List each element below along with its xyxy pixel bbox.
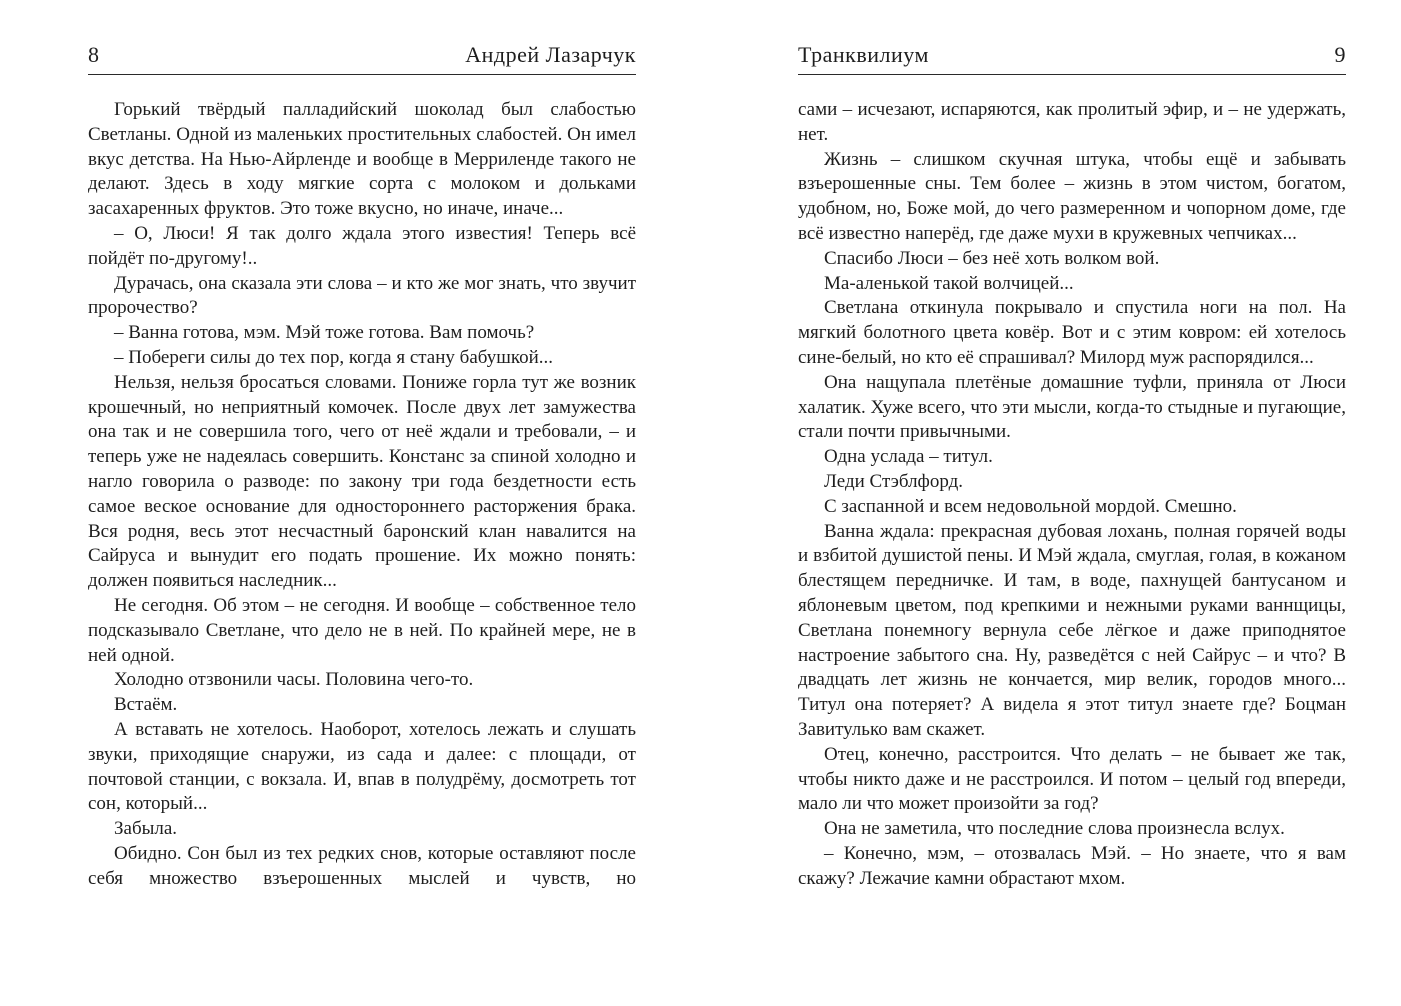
left-page	[88, 0, 636, 1006]
paragraph: С заспанной и всем недовольной мордой. Смешно.	[824, 495, 1237, 517]
header-rule	[798, 74, 1346, 75]
paragraph: Горький твёрдый палладийский шоколад был слабостью Светланы. Одной из маленьких простительных слабостей. Он имел вкус детства. На Нью-Айрленде и вообще в Меррилендe такого не делают. Здесь в ходу мягкие сорта с молоком и дольками засахаренных фруктов. Это тоже вкусно, но иначе, иначе...	[88, 99, 636, 220]
paragraph: Дурачась, она сказала эти слова – и кто же мог знать, что звучит пророчество?	[88, 272, 636, 319]
paragraph: Ма-аленькой такой волчицей...	[824, 272, 1074, 294]
paragraph: – Конечно, мэм, – отозвалась Мэй. – Но знаете, что я вам скажу? Лежачие камни обрастают мхом.	[798, 842, 1346, 889]
paragraph: Одна услада – титул.	[824, 446, 993, 468]
paragraph: Ванна ждала: прекрасная дубовая лохань, полная горячей воды и взбитой душистой пены. И Мэй ждала, смуглая, голая, в кожаном блестящем передничке. И там, в воде, пахнущей бантусаном и яблоневым цветом, под крепкими и нежными руками ваннщицы, Светлана понемногу вернула себе лёгкое и даже приподнятое настроение забытого сна. Ну, разведётся с ней Сайрус – и что? В двадцать лет жизнь не кончается, мир велик, городов много... Титул она потеряет? А видела я этот титул знаете где? Боцман Завитулько вам скажет.	[798, 520, 1346, 740]
paragraph: – О, Люси! Я так долго ждала этого известия! Теперь всё пойдёт по-другому!..	[88, 222, 636, 269]
page-number: 9	[1334, 42, 1346, 67]
left-page-body	[88, 98, 636, 892]
paragraph: Отец, конечно, расстроится. Что делать – не бывает же так, чтобы никто даже и не расстроился. И потом – целый год впереди, мало ли что может произойти за год?	[798, 743, 1346, 815]
right-page-header	[798, 40, 1346, 76]
paragraph: Холодно отзвонили часы. Половина чего-то.	[114, 669, 474, 691]
paragraph: Обидно. Сон был из тех редких снов, которые оставляют после себя множество взъерошенных мыслей и чувств, но	[88, 842, 636, 889]
paragraph: – Побереги силы до тех пор, когда я стану бабушкой...	[114, 346, 554, 368]
left-page-header	[88, 40, 636, 76]
paragraph-continuation: сами – исчезают, испаряются, как пролитый эфир, и – не удержать, нет.	[798, 99, 1346, 145]
paragraph: Нельзя, нельзя бросаться словами. Пониже горла тут же возник крошечный, но неприятный комочек. После двух лет замужества она так и не совершила того, чего от неё ждали и требовали, – и теперь уже не надеялась совершить. Констанс за спиной холодно и нагло говорила о разводе: по закону три года бездетности есть самое веское основание для одностороннего расторжения брака. Вся родня, весь этот несчастный баронский клан навалится на Сайруса и вынудит его подать прошение. Их можно понять: должен появиться наследник...	[88, 371, 636, 592]
paragraph: Она не заметила, что последние слова произнесла вслух.	[824, 818, 1285, 840]
paragraph: Жизнь – слишком скучная штука, чтобы ещё и забывать взъерошенные сны. Тем более – жизнь в этом чистом, богатом, удобном, но, Боже мой, до чего размеренном и чопорном доме, где всё известно наперёд, где даже мухи в кружевных чепчиках...	[798, 148, 1346, 244]
paragraph: Не сегодня. Об этом – не сегодня. И вообще – собственное тело подсказывало Светлане, что дело не в ней. По крайней мере, не в ней одной.	[88, 594, 636, 666]
paragraph: Леди Стэблфорд.	[824, 470, 964, 492]
paragraph: Спасибо Люси – без неё хоть волком вой.	[824, 247, 1160, 269]
paragraph: А вставать не хотелось. Наоборот, хотелось лежать и слушать звуки, приходящие снаружи, из сада и далее: с площади, от почтовой станции, с вокзала. И, впав в полудрёму, досмотреть тот сон, который...	[88, 718, 636, 815]
running-head-title: Транквилиум	[798, 42, 929, 67]
running-head-author: Андрей Лазарчук	[465, 42, 636, 67]
header-rule	[88, 74, 636, 75]
paragraph: Встаём.	[114, 694, 178, 716]
paragraph: – Ванна готова, мэм. Мэй тоже готова. Вам помочь?	[114, 322, 535, 344]
paragraph: Забыла.	[114, 818, 178, 840]
page-number: 8	[88, 42, 100, 67]
paragraph: Светлана откинула покрывало и спустила ноги на пол. На мягкий болотного цвета ковёр. Вот и с этим ковром: ей хотелось сине-белый, но кто её спрашивал? Милорд муж распорядился...	[798, 297, 1346, 368]
paragraph: Она нащупала плетёные домашние туфли, приняла от Люси халатик. Хуже всего, что эти мысли, когда-то стыдные и пугающие, стали почти привычными.	[798, 371, 1346, 443]
right-page-body	[798, 98, 1346, 892]
right-page	[798, 0, 1346, 1006]
